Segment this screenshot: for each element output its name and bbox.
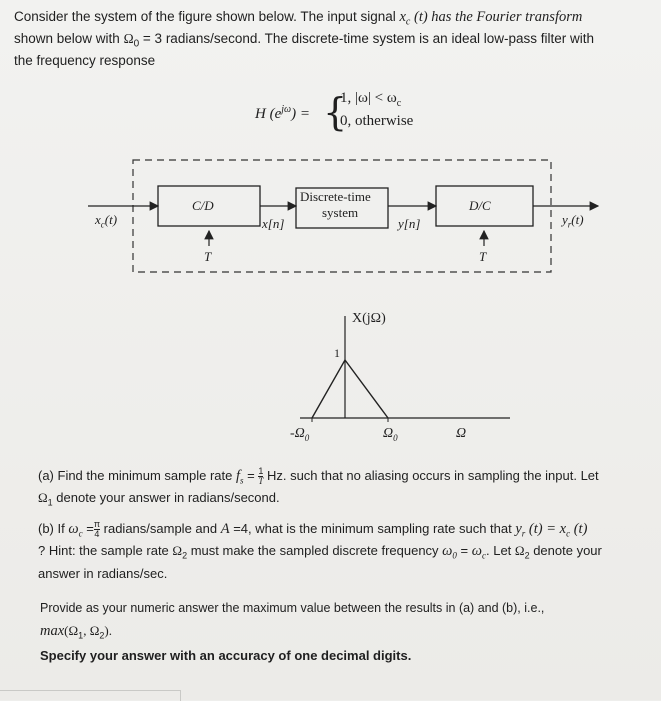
equation-case-2: 0, otherwise <box>340 113 414 129</box>
cd-block-label: C/D <box>192 198 214 213</box>
omega-axis-label: Ω <box>456 426 467 441</box>
dc-block-label: D/C <box>469 198 491 213</box>
part-a-line-2: $\Omega_1$ denote your answer in radians/second. <box>38 490 280 508</box>
intro-line-1: Consider the system of the figure shown below. The input signal $x_c$ (t) has the Fourier transform <box>14 9 583 28</box>
output-signal-label: $y_r(t)$ <box>562 212 584 230</box>
equation-case-1: 1, $|\omega| < \omega_c$ <box>340 90 402 109</box>
part-a-fraction: $\frac{1}{T}$ <box>258 466 264 487</box>
intro-line-3: the frequency response <box>14 53 156 68</box>
accuracy-note: Specify your answer with an accuracy of one decimal digits. <box>40 648 412 663</box>
max-expression: $\max(\Omega_1$, $\Omega_2$). <box>40 623 112 641</box>
intro-line-2: shown below with $\Omega_0 = 3$ radians/second. The discrete-time system is an ideal low-pass filter with <box>14 31 594 50</box>
spectrum-title: X(jΩ) <box>352 311 386 326</box>
equation-lhs: H $(e^{j\omega})$ = <box>255 104 310 122</box>
equation-brace: { <box>323 90 348 134</box>
yn-label: y[n] <box>398 216 421 231</box>
dt-block-label-2: system <box>322 205 359 220</box>
part-b-line-1: (b) If $\omega_c$ = $\frac{\pi}{4}$ radians/sample and A =4, what is the minimum sampling rate such that $y_r$ $(t) = x_c$ (t) <box>38 519 588 540</box>
xn-label: x[n] <box>262 216 285 231</box>
input-signal-label: $x_c(t)$ <box>95 212 118 230</box>
final-instruction: Provide as your numeric answer the maximum value between the results in (a) and (b), i.e., <box>40 601 545 615</box>
part-b-fraction: $\frac{\pi}{4}$ <box>93 519 101 540</box>
pos-omega0-label: $\Omega_0$ <box>383 426 398 443</box>
part-b-line-3: answer in radians/sec. <box>38 566 168 581</box>
dc-clock-label: T <box>479 249 487 264</box>
spectrum-peak-label: 1 <box>334 346 340 360</box>
dt-block-label-1: Discrete-time <box>300 189 371 204</box>
part-b-line-2: ? Hint: the sample rate $\Omega_2$ must make the sampled discrete frequency $\omega_0 = \omega_c$. Let $\Omega_2$ denote your <box>38 543 602 561</box>
spectrum-triangle <box>312 360 388 418</box>
part-a-line-1: (a) Find the minimum sample rate $f_s$ = $\frac{1}{T}$ Hz. such that no aliasing occurs in sampling the input. Let <box>38 466 599 487</box>
cd-clock-label: T <box>204 249 212 264</box>
answer-box-edge <box>0 690 181 701</box>
neg-omega0-label: $-\Omega_0$ <box>290 426 310 443</box>
